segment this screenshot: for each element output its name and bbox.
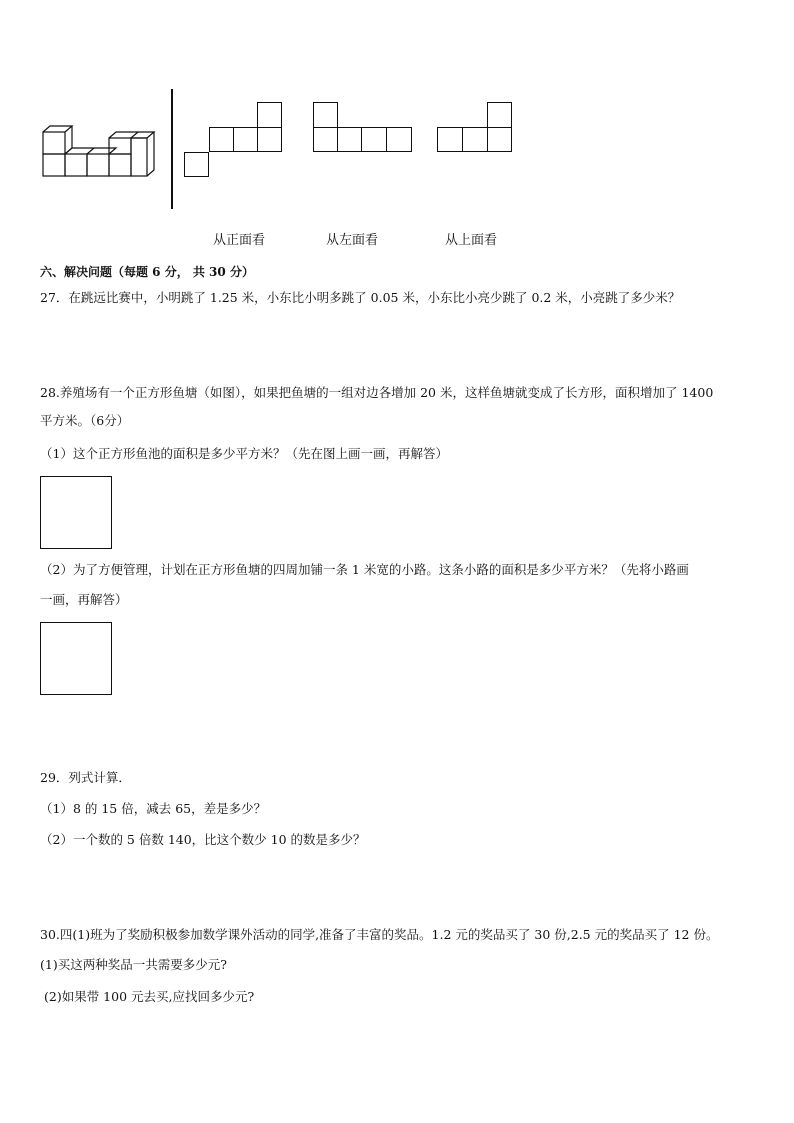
square-pond-figure-2 [40,622,112,695]
cube-structure-figure [40,124,160,184]
question-28-part2-line1: （2）为了方便管理，计划在正方形鱼塘的四周加铺一条 1 米宽的小路。这条小路的面积是多少平方米？（先将小路画 [40,562,689,577]
section-heading: 六、解决问题（每题 6 分， 共 30 分） [40,265,254,279]
question-28-line2: 平方米。（6分） [40,413,130,428]
question-30: 30.四(1)班为了奖励积极参加数学课外活动的同学,准备了丰富的奖品。1.2 元的奖品买了 30 份,2.5 元的奖品买了 12 份。 [40,927,719,942]
question-30-part1: (1)买这两种奖品一共需要多少元? [40,957,227,972]
left-view-label: 从左面看 [326,233,379,248]
square-pond-figure-1 [40,476,112,549]
question-29-part1: （1）8 的 15 倍，减去 65，差是多少？ [40,801,267,816]
front-view-label: 从正面看 [213,233,266,248]
question-30-part2: (2)如果带 100 元去买,应找回多少元? [44,989,255,1004]
figure-divider [171,89,173,209]
question-28-part2-line2: 一画，再解答） [40,592,128,607]
question-29-part2: （2）一个数的 5 倍数 140，比这个数少 10 的数是多少？ [40,832,366,847]
question-29-title: 29．列式计算． [40,770,131,785]
question-28-line1: 28.养殖场有一个正方形鱼塘（如图），如果把鱼塘的一组对边各增加 20 米，这样鱼塘就变成了长方形，面积增加了 1400 [40,385,714,400]
question-28-part1: （1）这个正方形鱼池的面积是多少平方米？（先在图上画一画，再解答） [40,446,448,461]
top-view-label: 从上面看 [445,233,498,248]
question-27: 27．在跳远比赛中，小明跳了 1.25 米，小东比小明多跳了 0.05 米，小东比小亮少跳了 0.2 米，小亮跳了多少米？ [40,290,681,305]
